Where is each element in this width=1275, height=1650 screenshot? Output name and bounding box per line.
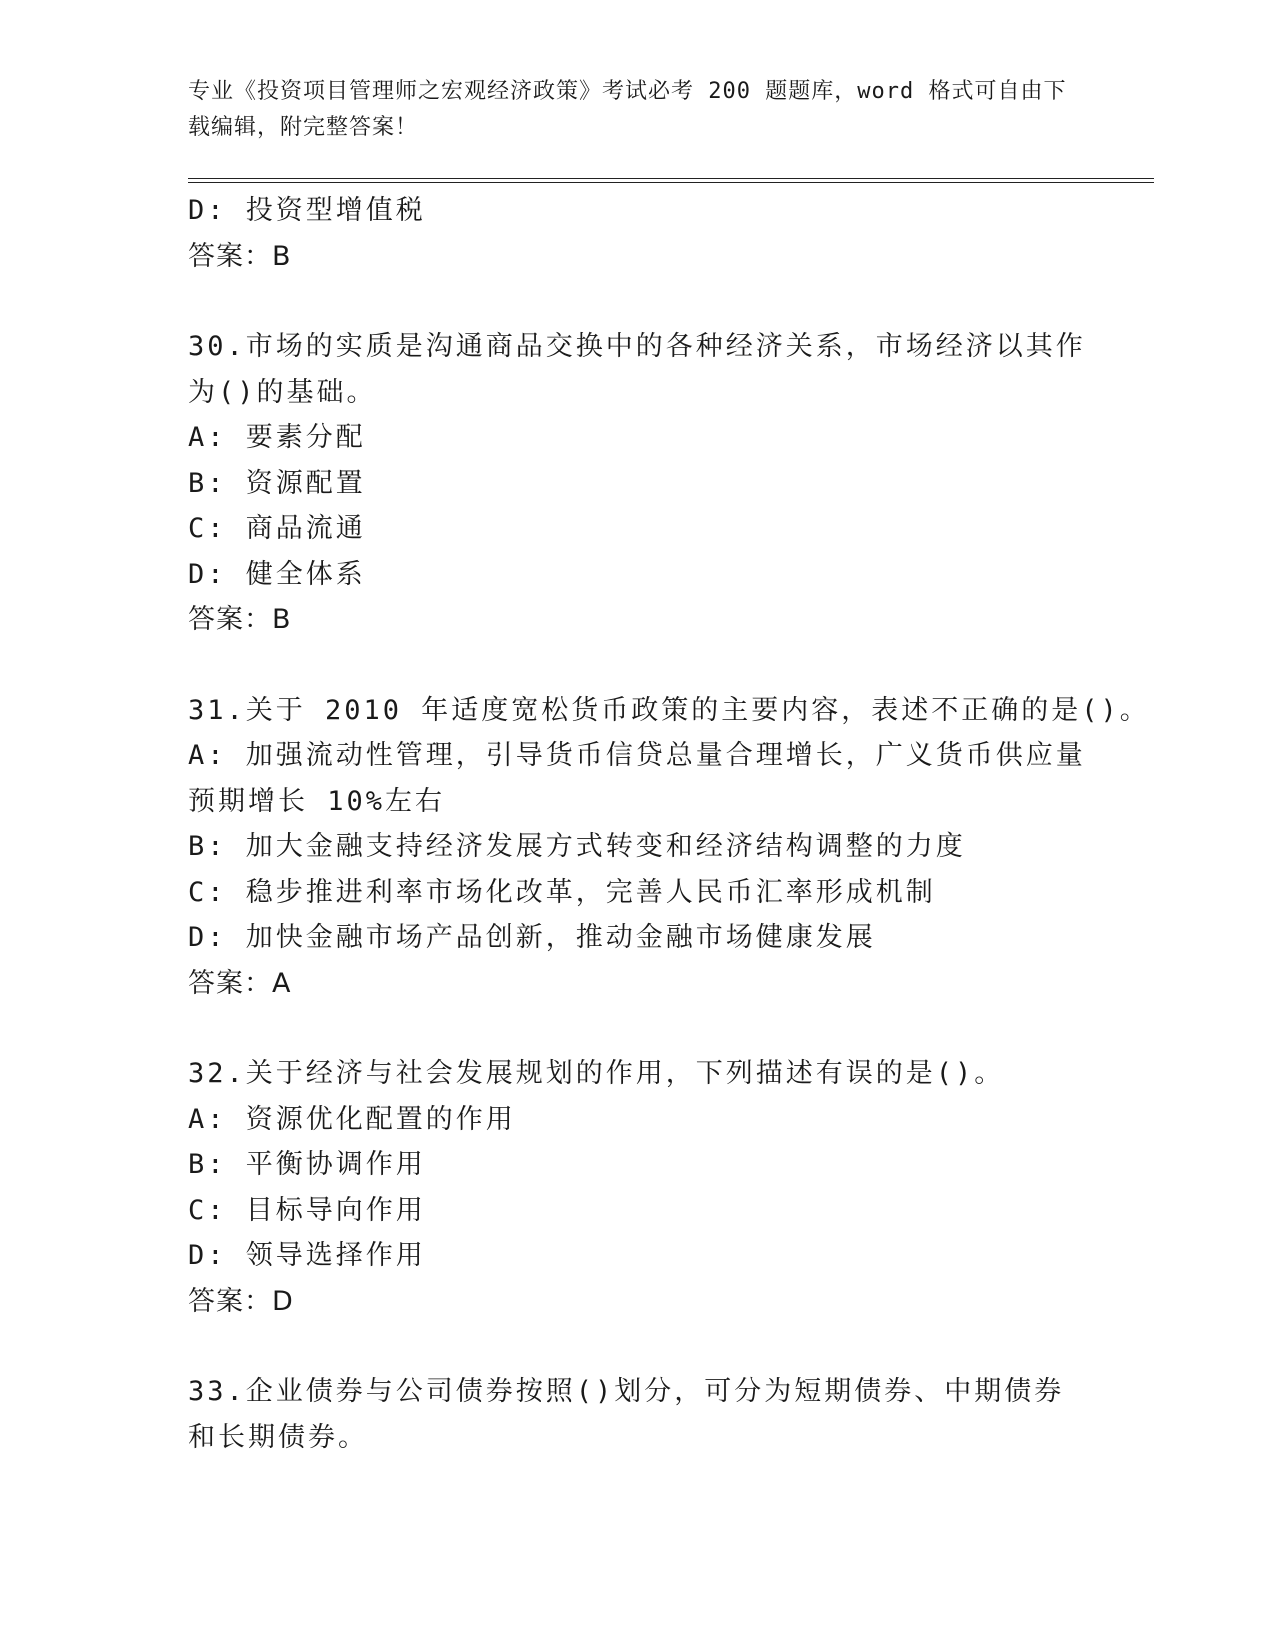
- question-33: [188, 1369, 1088, 1460]
- option-a: A: 要素分配: [188, 422, 366, 453]
- document-header: [188, 74, 1068, 146]
- header-divider: [188, 178, 1154, 183]
- question-32: [188, 1051, 1088, 1324]
- answer-line: 答案：B: [188, 604, 292, 635]
- option-c: C: 商品流通: [188, 513, 366, 544]
- option-b: B: 资源配置: [188, 467, 366, 499]
- option-b: B: 平衡协调作用: [188, 1149, 426, 1180]
- option-d: D: 健全体系: [188, 558, 366, 590]
- question-stem: 33.企业债券与公司债券按照()划分，可分为短期债券、中期债券和长期债券。: [188, 1376, 1065, 1453]
- document-body: [188, 188, 1150, 1460]
- header-title: 专业《投资项目管理师之宏观经济政策》考试必考 200 题题库，word 格式可自由下载编辑，附完整答案！: [188, 79, 1067, 140]
- question-stem: 30.市场的实质是沟通商品交换中的各种经济关系，市场经济以其作为()的基础。: [188, 331, 1086, 408]
- option-b: B: 加大金融支持经济发展方式转变和经济结构调整的力度: [188, 831, 966, 862]
- question-stem: 31.关于 2010 年适度宽松货币政策的主要内容，表述不正确的是()。: [188, 694, 1150, 726]
- answer-line: 答案：D: [188, 1285, 294, 1317]
- answer-line: 答案：B: [188, 240, 292, 272]
- option-d: D: 领导选择作用: [188, 1240, 426, 1271]
- option-c: C: 稳步推进利率市场化改革，完善人民币汇率形成机制: [188, 876, 936, 908]
- option-c: C: 目标导向作用: [188, 1194, 426, 1226]
- option-a: A: 资源优化配置的作用: [188, 1103, 516, 1135]
- option-d: D: 投资型增值税: [188, 195, 426, 226]
- option-a: A: 加强流动性管理，引导货币信贷总量合理增长，广义货币供应量预期增长 10%左右: [188, 740, 1086, 817]
- question-stem: 32.关于经济与社会发展规划的作用，下列描述有误的是()。: [188, 1058, 1005, 1089]
- question-30: [188, 324, 1088, 643]
- option-d: D: 加快金融市场产品创新，推动金融市场健康发展: [188, 922, 876, 953]
- answer-line: 答案：A: [188, 967, 292, 999]
- question-31: [188, 688, 1150, 1007]
- previous-question-tail: [188, 188, 1088, 279]
